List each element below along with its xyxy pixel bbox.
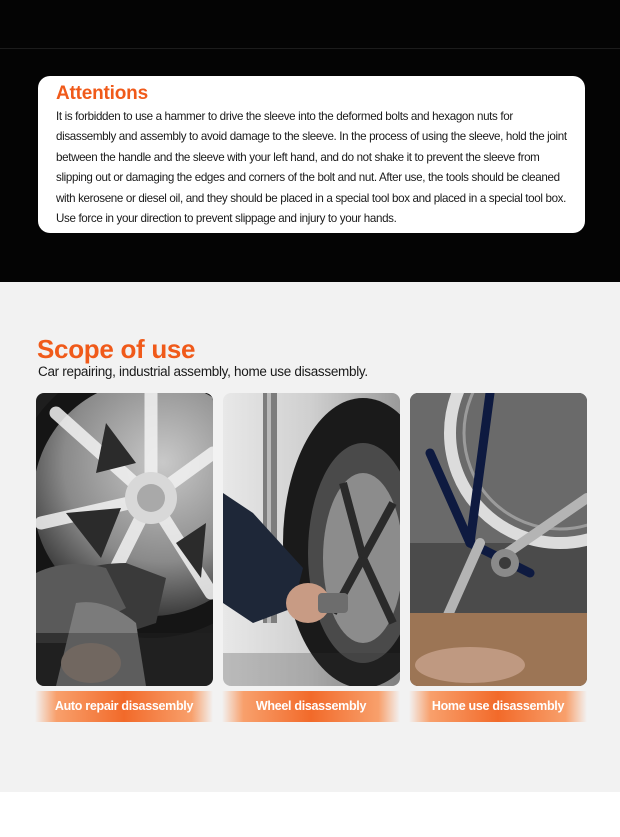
attentions-card bbox=[38, 76, 585, 233]
page-footer bbox=[0, 792, 620, 837]
scope-subtitle: Car repairing, industrial assembly, home use disassembly. bbox=[38, 364, 368, 379]
caption-wheel: Wheel disassembly bbox=[222, 691, 400, 722]
caption-auto-repair: Auto repair disassembly bbox=[35, 691, 213, 722]
attentions-body: It is forbidden to use a hammer to drive the sleeve into the deformed bolts and hexagon nuts for disassembly and assembly to avoid damage to the sleeve. In the process of using the sleeve, hold the joint between the handle and the sleeve with your left hand, and do not shake it to prevent the sleeve from slipping out or damaging the edges and corners of the bolt and nut. After use, the tools should be cleaned with kerosene or diesel oil, and they should be placed in a special tool box and placed in a special tool box. Use force in your direction to prevent slippage and injury to your hands. bbox=[56, 110, 567, 226]
scope-title: Scope of use bbox=[37, 334, 196, 364]
auto-repair-photo bbox=[36, 393, 213, 686]
caption-home-use: Home use disassembly bbox=[409, 691, 587, 722]
divider bbox=[0, 48, 620, 49]
attentions-title: Attentions bbox=[56, 83, 148, 104]
home-use-photo bbox=[410, 393, 587, 686]
wheel-photo bbox=[223, 393, 400, 686]
